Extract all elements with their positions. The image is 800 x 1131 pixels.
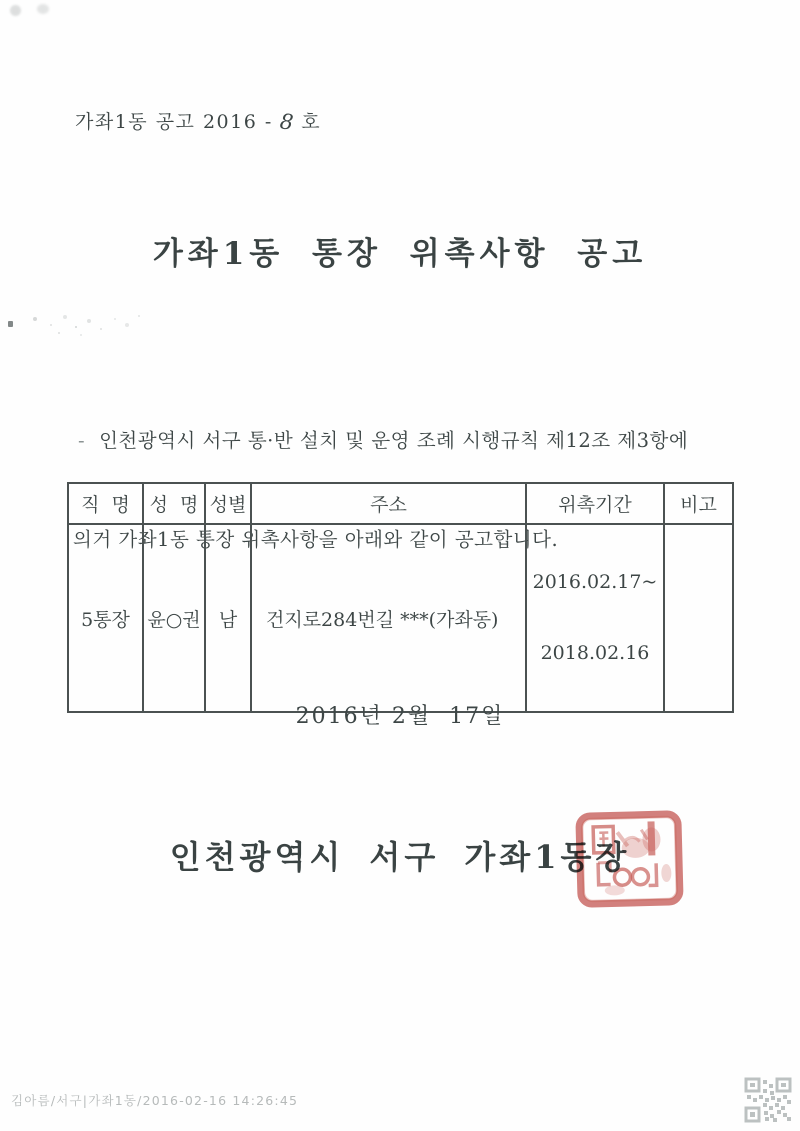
- scan-smudge: [20, 312, 22, 314]
- col-header-gender: 성별: [205, 483, 251, 524]
- indent-dash-mark: -: [78, 429, 86, 452]
- body-line-1: [73, 424, 743, 457]
- col-header-period: 위촉기간: [526, 483, 664, 524]
- col-header-note: 비고: [664, 483, 733, 524]
- table-header-row: [68, 483, 733, 524]
- seal-stamp-graphic: [573, 809, 688, 912]
- qr-code: [744, 1077, 792, 1123]
- cell-address: 건지로284번길 ***(가좌동): [251, 524, 526, 712]
- official-seal-stamp: [573, 809, 688, 912]
- qr-code-graphic: [744, 1077, 792, 1123]
- cell-period: [526, 524, 664, 712]
- notice-number-suffix: 호: [293, 111, 322, 133]
- document-title: 가좌1동 통장 위촉사항 공고: [152, 236, 648, 272]
- scan-noise-mark: [37, 4, 49, 14]
- col-header-position: 직 명: [68, 483, 143, 524]
- signature-line: 인천광역시 서구 가좌1동장: [169, 838, 631, 876]
- audit-trail-text: 김아름/서구|가좌1동/2016-02-16 14:26:45: [11, 1093, 299, 1108]
- scan-noise-mark: [10, 5, 21, 16]
- cell-name: 윤○권: [143, 524, 205, 712]
- scan-noise-mark: [8, 321, 13, 327]
- cell-position: 5통장: [68, 524, 143, 712]
- cell-note: [664, 524, 733, 712]
- document-date: 2016년 2월 17일: [295, 704, 505, 729]
- table-row: [68, 524, 733, 712]
- period-to: 2018.02.16: [540, 642, 650, 664]
- appointment-table: [67, 482, 734, 713]
- period-from: 2016.02.17~: [532, 571, 658, 593]
- col-header-name: 성 명: [143, 483, 205, 524]
- cell-gender: 남: [205, 524, 251, 712]
- body-line-1-text: 인천광역시 서구 통·반 설치 및 운영 조례 시행규칙 제12조 제3항에: [99, 429, 689, 452]
- notice-number-line: [75, 107, 321, 134]
- notice-number-prefix: 가좌1동 공고 2016 -: [75, 111, 281, 133]
- handwritten-notice-number: 8: [278, 109, 295, 135]
- col-header-address: 주소: [251, 483, 526, 524]
- body-line-2-text: 의거 가좌1동 통장 위촉사항을 아래와 같이 공고합니다.: [73, 528, 559, 551]
